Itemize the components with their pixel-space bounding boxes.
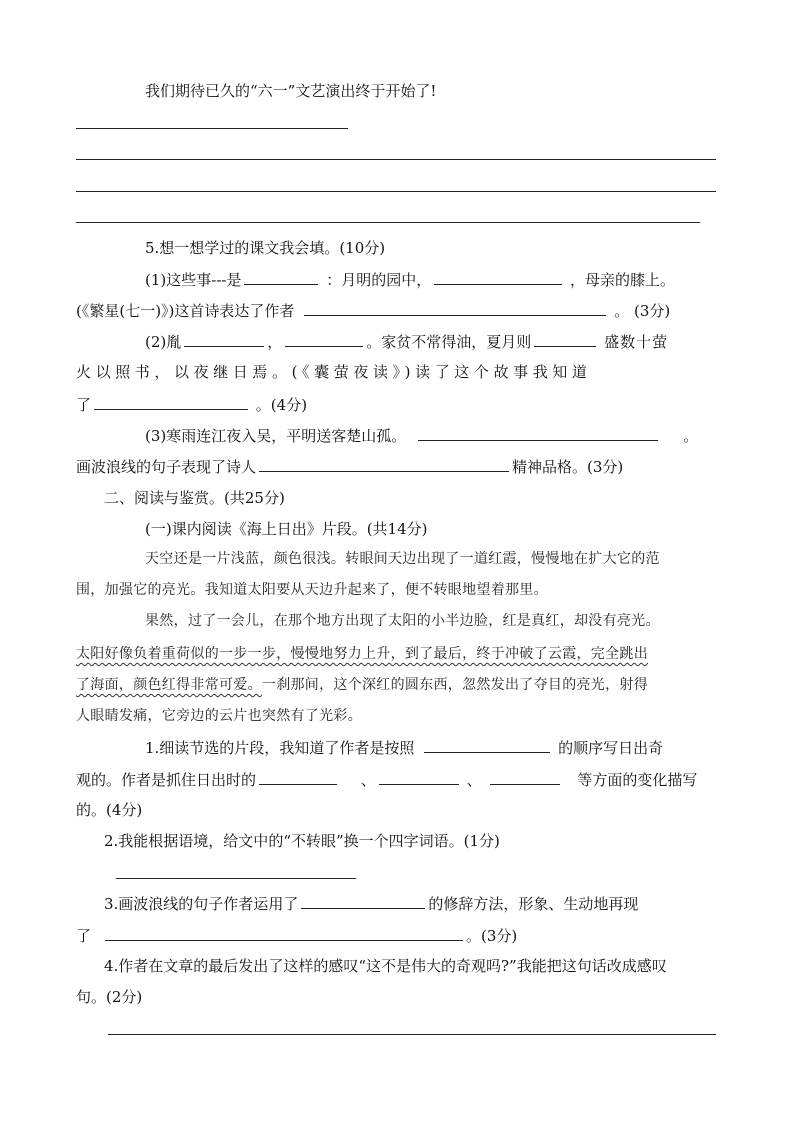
text: ：月明的园中，: [326, 271, 432, 289]
answer-blank[interactable]: [418, 425, 658, 441]
passage-line: 人眼睛发痛，它旁边的云片也突然有了光彩。: [76, 708, 362, 724]
answer-blank[interactable]: [244, 269, 318, 285]
text: (1)这些事---是: [145, 271, 242, 289]
q5-part3-line2: [76, 456, 623, 477]
text: 。 (3分): [614, 302, 671, 320]
q5-part3-line1: [145, 425, 698, 446]
answer-blank[interactable]: [94, 394, 248, 410]
text: 。家贫不常得油，夏月则: [366, 333, 532, 351]
q4-line1: 4.作者在文章的最后发出了这样的感叹“这不是伟大的奇观吗?”我能把这句话改成感叹: [104, 957, 667, 975]
text: ，: [267, 333, 283, 351]
writing-line[interactable]: [76, 191, 716, 192]
passage-line-wavy: 太阳好像负着重荷似的一步一步，慢慢地努力上升，到了最后，终于冲破了云霞，完全跳出: [76, 646, 648, 662]
q3-line1: [104, 893, 638, 914]
answer-blank[interactable]: [490, 769, 560, 785]
text: 。: [683, 427, 699, 445]
answer-blank[interactable]: [285, 331, 363, 347]
q3-line2: [76, 925, 517, 946]
sub1-title: (一)课内阅读《海上日出》片段。(共14分): [145, 520, 428, 538]
q1-line1: [145, 737, 663, 758]
writing-line[interactable]: [76, 128, 348, 129]
section2-title: 二、阅读与鉴赏。(共25分): [104, 489, 285, 507]
answer-line[interactable]: [108, 1034, 716, 1035]
text: 盛数十萤: [604, 333, 669, 351]
text: 观的。作者是抓住日出时的: [76, 771, 257, 789]
text: 精神品格。(3分): [512, 458, 624, 476]
q4-line2: 句。(2分): [76, 988, 143, 1006]
passage-line: 果然，过了一会儿，在那个地方出现了太阳的小半边脸，红是真红，却没有亮光。: [145, 613, 660, 629]
q5-part2-line2: 火以照书，以夜继日焉。(《囊萤夜读》)读了这个故事我知道: [76, 363, 592, 381]
passage-line: 天空还是一片浅蓝，颜色很浅。转眼间天边出现了一道红霞，慢慢地在扩大它的范: [145, 551, 660, 567]
answer-blank[interactable]: [105, 925, 463, 941]
answer-blank[interactable]: [259, 456, 509, 472]
text: 一刹那间，这个深红的圆东西，忽然发出了夺目的亮光，射得: [261, 677, 649, 693]
q5-part1-line2: [76, 300, 670, 321]
passage-line: 围，加强它的亮光。我知道太阳要从天边升起来了，便不转眼地望着那里。: [76, 582, 548, 598]
text: 、: [360, 771, 376, 789]
text: (3)寒雨连江夜入吴，平明送客楚山孤。: [145, 427, 407, 445]
text: (《繁星(七一)》)这首诗表达了作者: [76, 302, 295, 320]
answer-blank[interactable]: [259, 769, 337, 785]
answer-blank[interactable]: [434, 269, 562, 285]
text: 等方面的变化描写: [577, 771, 698, 789]
answer-blank[interactable]: [534, 331, 596, 347]
wavy-underlined-text: 了海面，颜色红得非常可爱。: [76, 677, 262, 693]
q5-part2-line1: [145, 331, 668, 352]
answer-blank[interactable]: [424, 737, 550, 753]
text: 。(4分): [255, 396, 308, 414]
answer-blank[interactable]: [379, 769, 459, 785]
text: 画波浪线的句子表现了诗人: [76, 458, 257, 476]
answer-blank[interactable]: [184, 331, 264, 347]
text: ，母亲的膝上。: [570, 271, 676, 289]
q1-line2: [76, 769, 697, 790]
answer-blank[interactable]: [301, 893, 425, 909]
answer-line[interactable]: [116, 878, 356, 879]
q5-part1-line1: [145, 269, 675, 290]
writing-line[interactable]: [76, 159, 716, 160]
q2-text: 2.我能根据语境，给文中的“不转眼”换一个四字词语。(1分): [104, 832, 500, 850]
text: 的顺序写日出奇: [558, 739, 664, 757]
text: 了: [76, 927, 92, 945]
q1-line3: 的。(4分): [76, 801, 143, 819]
text: 。(3分): [466, 927, 518, 945]
q5-part2-line3: [76, 394, 307, 415]
text: 3.画波浪线的句子作者运用了: [104, 895, 299, 913]
text: 、: [466, 771, 482, 789]
q5-title: 5.想一想学过的课文我会填。(10分): [145, 239, 386, 257]
answer-blank[interactable]: [304, 300, 606, 316]
text: 了: [76, 396, 92, 414]
text: 1.细读节选的片段，我知道了作者是按照: [145, 739, 415, 757]
intro-sentence: 我们期待已久的“六一”文艺演出终于开始了!: [145, 82, 437, 100]
text: (2)胤: [145, 333, 182, 351]
writing-line[interactable]: [76, 222, 700, 223]
passage-line: [76, 675, 648, 695]
text: 的修辞方法，形象、生动地再现: [428, 895, 639, 913]
